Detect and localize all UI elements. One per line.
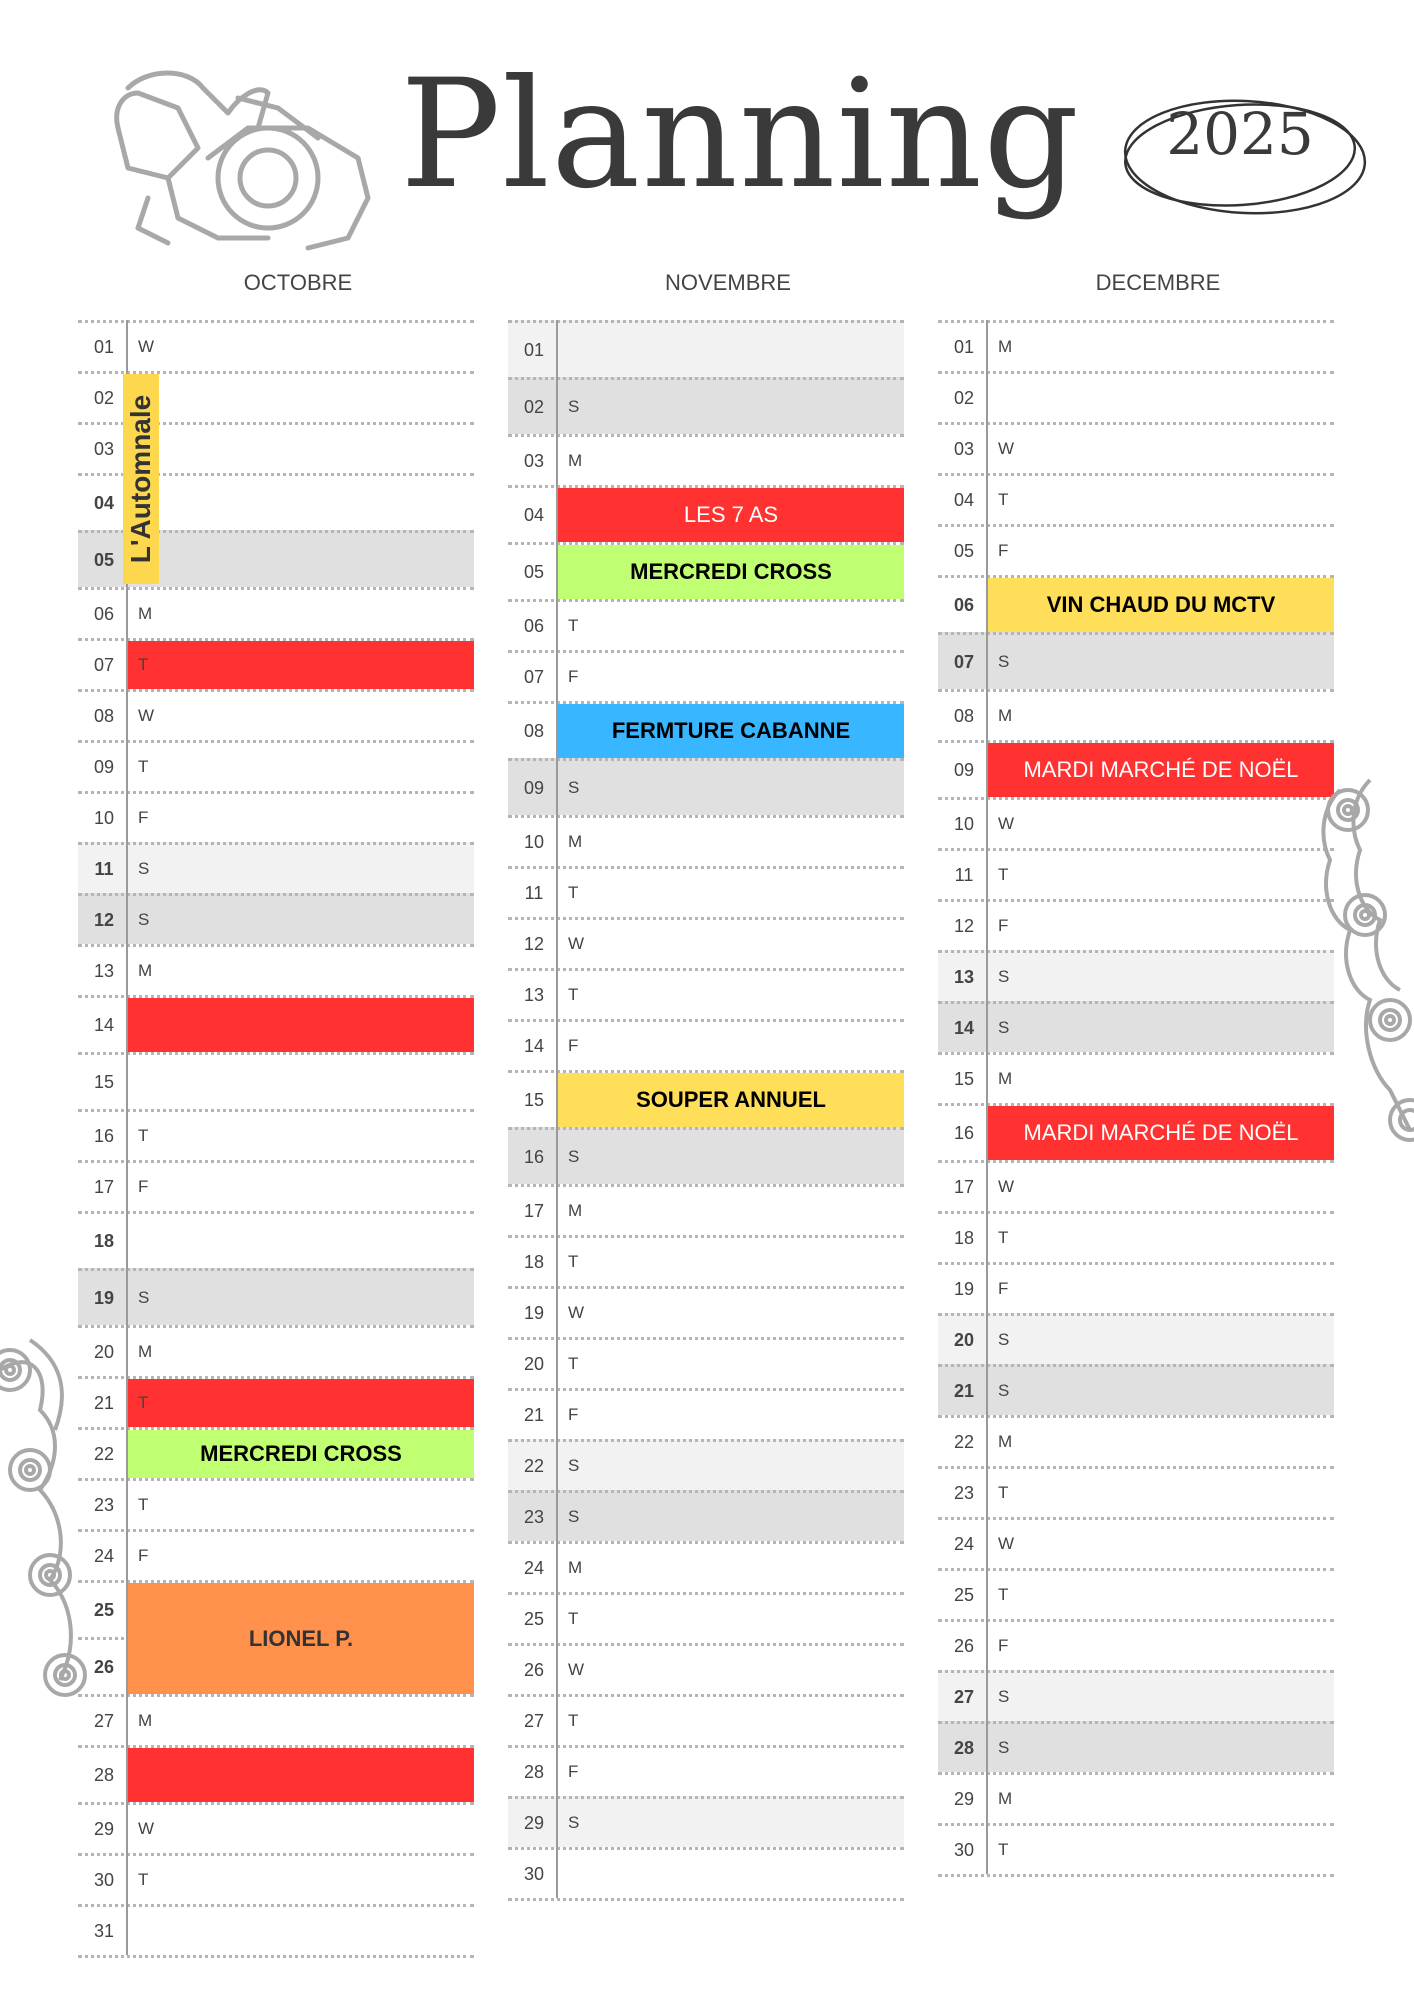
day-letter: T <box>138 1126 149 1145</box>
day-letter: S <box>568 1147 580 1166</box>
day-letter: W <box>138 1819 155 1838</box>
day-row <box>938 1313 1334 1364</box>
day-letter: S <box>138 1288 150 1307</box>
day-number: 03 <box>523 451 545 471</box>
day-row <box>78 1478 474 1529</box>
day-letter: F <box>998 1279 1009 1298</box>
event-label: VIN CHAUD DU MCTV <box>1046 592 1276 617</box>
day-letter: T <box>998 1228 1009 1247</box>
day-row <box>508 1439 904 1490</box>
day-letter: W <box>138 706 155 725</box>
day-row <box>938 1619 1334 1670</box>
day-letter: T <box>568 616 579 635</box>
day-row <box>508 1592 904 1643</box>
day-letter: W <box>998 439 1015 458</box>
day-number: 13 <box>953 967 975 987</box>
day-letter: T <box>998 1840 1009 1859</box>
day-row <box>508 377 904 434</box>
day-number: 25 <box>523 1609 545 1629</box>
day-row <box>938 1262 1334 1313</box>
day-row <box>508 1541 904 1592</box>
day-letter: T <box>998 1483 1009 1502</box>
day-number: 04 <box>953 490 975 510</box>
day-row <box>508 599 904 650</box>
day-letter: W <box>138 337 155 356</box>
day-letter: S <box>998 967 1010 986</box>
day-number: 02 <box>953 388 975 408</box>
day-row <box>78 320 474 371</box>
day-number: 09 <box>93 757 115 777</box>
day-letter: T <box>568 1711 579 1730</box>
day-number: 10 <box>93 808 115 828</box>
day-number: 01 <box>93 337 115 357</box>
day-letter: T <box>998 1585 1009 1604</box>
day-number: 16 <box>523 1147 545 1167</box>
event-block[interactable] <box>128 1430 474 1478</box>
day-number: 12 <box>953 916 975 936</box>
day-number: 30 <box>953 1840 975 1860</box>
day-row <box>938 950 1334 1001</box>
day-letter: T <box>138 1870 149 1889</box>
day-number: 08 <box>523 721 545 741</box>
day-number: 17 <box>953 1177 975 1197</box>
day-number: 20 <box>953 1330 975 1350</box>
day-number: 08 <box>93 706 115 726</box>
day-letter: F <box>998 916 1009 935</box>
day-number: 06 <box>953 595 975 615</box>
event-block[interactable] <box>558 488 904 542</box>
day-number: 06 <box>93 604 115 624</box>
day-letter: T <box>568 1252 579 1271</box>
day-row <box>938 1466 1334 1517</box>
event-block[interactable] <box>558 704 904 758</box>
day-row <box>938 1568 1334 1619</box>
day-letter: M <box>998 1432 1013 1451</box>
day-row <box>938 422 1334 473</box>
event-block[interactable] <box>988 743 1334 797</box>
day-number: 22 <box>953 1432 975 1452</box>
day-number: 05 <box>93 550 115 570</box>
bike-chain-icon <box>0 1320 110 1720</box>
day-number: 11 <box>524 883 544 903</box>
day-row <box>78 842 474 893</box>
day-row <box>78 689 474 740</box>
day-number: 28 <box>953 1738 975 1758</box>
day-number: 20 <box>523 1354 545 1374</box>
day-row <box>938 797 1334 848</box>
event-block[interactable] <box>128 1379 474 1427</box>
day-row <box>938 1670 1334 1721</box>
day-row <box>938 1823 1334 1874</box>
day-letter: M <box>568 451 583 470</box>
day-row <box>938 1415 1334 1466</box>
day-row <box>938 689 1334 740</box>
day-row <box>508 758 904 815</box>
event-block[interactable] <box>128 641 474 689</box>
day-row <box>78 1904 474 1955</box>
day-letter: S <box>568 778 580 797</box>
day-letter: F <box>568 1036 579 1055</box>
event-block[interactable] <box>128 998 474 1052</box>
day-number: 08 <box>953 706 975 726</box>
day-row <box>78 1160 474 1211</box>
day-row <box>78 1211 474 1268</box>
event-block[interactable] <box>558 1073 904 1127</box>
day-number: 21 <box>523 1405 545 1425</box>
day-row <box>938 1001 1334 1052</box>
event-label: FERMTURE CABANNE <box>611 718 851 743</box>
day-number: 25 <box>953 1585 975 1605</box>
event-label: MARDI MARCHÉ DE NOËL <box>1023 1120 1299 1145</box>
day-number: 13 <box>93 961 115 981</box>
day-letter: F <box>568 1405 579 1424</box>
day-number: 16 <box>953 1123 975 1143</box>
day-letter: T <box>138 757 149 776</box>
day-row <box>78 791 474 842</box>
day-letter: W <box>998 1534 1015 1553</box>
day-number: 20 <box>93 1342 115 1362</box>
day-row <box>938 524 1334 575</box>
day-letter: S <box>568 397 580 416</box>
day-row <box>938 1772 1334 1823</box>
day-row <box>508 1490 904 1541</box>
day-row <box>78 893 474 944</box>
day-row <box>78 587 474 638</box>
day-row <box>938 899 1334 950</box>
day-letter: W <box>568 934 585 953</box>
event-label: LIONEL P. <box>248 1625 354 1651</box>
day-number: 12 <box>93 910 115 930</box>
day-number: 21 <box>953 1381 975 1401</box>
day-number: 24 <box>953 1534 975 1554</box>
day-number: 24 <box>523 1558 545 1578</box>
day-row <box>508 1235 904 1286</box>
bottom-divider <box>78 1955 474 1958</box>
day-number: 12 <box>523 934 545 954</box>
day-letter: F <box>568 1762 579 1781</box>
day-letter: T <box>568 883 579 902</box>
day-row <box>508 1019 904 1070</box>
day-number: 01 <box>523 340 545 360</box>
day-number: 07 <box>93 655 115 675</box>
day-number: 15 <box>523 1090 545 1110</box>
day-letter: F <box>568 667 579 686</box>
day-row <box>938 1160 1334 1211</box>
day-number: 19 <box>93 1288 115 1308</box>
month-name: DECEMBRE <box>1095 270 1221 295</box>
day-number: 11 <box>94 859 114 879</box>
day-row <box>78 740 474 791</box>
day-letter: T <box>998 865 1009 884</box>
day-letter: S <box>998 1687 1010 1706</box>
month-name: NOVEMBRE <box>665 270 791 295</box>
month-name: OCTOBRE <box>243 270 353 295</box>
day-number: 19 <box>523 1303 545 1323</box>
day-row <box>508 1796 904 1847</box>
day-letter: S <box>998 1330 1010 1349</box>
day-row <box>508 650 904 701</box>
day-number: 25 <box>93 1600 115 1620</box>
day-number: 10 <box>953 814 975 834</box>
day-number: 30 <box>523 1864 545 1884</box>
day-number: 18 <box>953 1228 975 1248</box>
day-number: 14 <box>953 1018 975 1038</box>
day-row <box>938 848 1334 899</box>
day-letter: M <box>568 832 583 851</box>
year-label: 2025 <box>1166 100 1314 168</box>
day-number: 11 <box>954 865 974 885</box>
day-number: 27 <box>953 1687 975 1707</box>
day-row <box>508 434 904 485</box>
day-letter: T <box>568 985 579 1004</box>
day-letter: S <box>568 1813 580 1832</box>
day-letter: F <box>998 1636 1009 1655</box>
event-block[interactable] <box>988 578 1334 632</box>
day-letter: T <box>998 490 1009 509</box>
page-title: Planning <box>400 48 1081 222</box>
day-row <box>508 866 904 917</box>
day-row <box>78 1802 474 1853</box>
day-letter: M <box>568 1558 583 1577</box>
day-number: 07 <box>953 652 975 672</box>
day-letter: T <box>138 1393 149 1412</box>
day-number: 27 <box>523 1711 545 1731</box>
day-number: 05 <box>953 541 975 561</box>
day-number: 06 <box>523 616 545 636</box>
day-row <box>938 371 1334 422</box>
event-label: SOUPER ANNUEL <box>636 1087 826 1112</box>
event-label: MERCREDI CROSS <box>630 559 832 584</box>
event-block[interactable] <box>988 1106 1334 1160</box>
day-number: 28 <box>523 1762 545 1782</box>
event-label: LES 7 AS <box>683 502 779 527</box>
event-block[interactable] <box>558 545 904 599</box>
day-row <box>938 473 1334 524</box>
day-letter: S <box>138 910 150 929</box>
day-letter: T <box>568 1609 579 1628</box>
bike-chain-icon <box>1310 770 1414 1160</box>
day-number: 02 <box>93 388 115 408</box>
day-number: 23 <box>953 1483 975 1503</box>
day-letter: F <box>138 808 149 827</box>
day-row <box>508 1286 904 1337</box>
day-letter: M <box>998 1789 1013 1808</box>
day-number: 29 <box>93 1819 115 1839</box>
day-letter: M <box>138 1342 153 1361</box>
day-row <box>938 1721 1334 1772</box>
day-number: 14 <box>93 1015 115 1035</box>
day-letter: T <box>138 1495 149 1514</box>
day-row <box>938 1211 1334 1262</box>
day-row <box>78 944 474 995</box>
event-label: MERCREDI CROSS <box>200 1441 402 1466</box>
day-row <box>508 917 904 968</box>
day-letter: S <box>568 1507 580 1526</box>
day-row <box>938 632 1334 689</box>
day-number: 29 <box>523 1813 545 1833</box>
day-number: 02 <box>523 397 545 417</box>
day-letter: W <box>998 814 1015 833</box>
day-number: 05 <box>523 562 545 582</box>
day-row <box>508 1127 904 1184</box>
day-number: 26 <box>93 1657 115 1677</box>
day-row <box>938 1517 1334 1568</box>
day-row <box>508 320 904 377</box>
day-row <box>78 1694 474 1745</box>
day-letter: F <box>138 1546 149 1565</box>
day-letter: W <box>568 1303 585 1322</box>
day-letter: S <box>998 1018 1010 1037</box>
day-row <box>78 1529 474 1580</box>
event-block[interactable] <box>128 1748 474 1802</box>
day-number: 03 <box>93 439 115 459</box>
day-number: 18 <box>93 1231 115 1251</box>
day-row <box>938 1052 1334 1103</box>
day-number: 26 <box>523 1660 545 1680</box>
day-row <box>508 968 904 1019</box>
day-number: 17 <box>93 1177 115 1197</box>
day-letter: S <box>568 1456 580 1475</box>
day-number: 03 <box>953 439 975 459</box>
event-block[interactable] <box>128 1583 474 1694</box>
day-number: 23 <box>93 1495 115 1515</box>
day-number: 04 <box>93 493 115 513</box>
day-number: 07 <box>523 667 545 687</box>
day-number: 09 <box>523 778 545 798</box>
day-number: 13 <box>523 985 545 1005</box>
day-number: 23 <box>523 1507 545 1527</box>
day-letter: T <box>568 1354 579 1373</box>
day-row <box>78 1325 474 1376</box>
day-number: 16 <box>93 1126 115 1146</box>
vertical-event-label: L'Automnale <box>125 394 156 564</box>
day-number: 27 <box>93 1711 115 1731</box>
day-letter: S <box>998 1381 1010 1400</box>
day-letter: W <box>998 1177 1015 1196</box>
day-letter: S <box>998 1738 1010 1757</box>
day-number: 15 <box>953 1069 975 1089</box>
day-row <box>78 1109 474 1160</box>
bottom-divider <box>508 1898 904 1901</box>
day-number: 21 <box>93 1393 115 1413</box>
day-row <box>508 1337 904 1388</box>
day-row <box>508 815 904 866</box>
event-label: MARDI MARCHÉ DE NOËL <box>1023 757 1299 782</box>
day-row <box>508 1694 904 1745</box>
day-letter: F <box>138 1177 149 1196</box>
day-number: 01 <box>953 337 975 357</box>
day-row <box>78 1052 474 1109</box>
day-letter: F <box>998 541 1009 560</box>
month-column-novembre <box>508 270 908 1884</box>
day-row <box>508 1847 904 1898</box>
day-row <box>938 320 1334 371</box>
day-letter: M <box>998 337 1013 356</box>
day-row <box>508 1745 904 1796</box>
day-letter: W <box>568 1660 585 1679</box>
day-letter: M <box>998 1069 1013 1088</box>
day-number: 10 <box>523 832 545 852</box>
day-row <box>508 1184 904 1235</box>
month-column-decembre <box>938 270 1338 1860</box>
day-number: 30 <box>93 1870 115 1890</box>
day-number: 09 <box>953 760 975 780</box>
day-letter: T <box>138 655 149 674</box>
day-number: 17 <box>523 1201 545 1221</box>
day-letter: M <box>138 604 153 623</box>
day-number: 22 <box>93 1444 115 1464</box>
day-number: 29 <box>953 1789 975 1809</box>
day-letter: M <box>138 1711 153 1730</box>
day-letter: M <box>138 961 153 980</box>
day-number: 22 <box>523 1456 545 1476</box>
day-letter: S <box>998 652 1010 671</box>
bottom-divider <box>938 1874 1334 1877</box>
day-row <box>508 1643 904 1694</box>
day-letter: M <box>998 706 1013 725</box>
day-number: 04 <box>523 505 545 525</box>
column-divider <box>986 320 988 1874</box>
day-letter: S <box>138 859 150 878</box>
day-number: 24 <box>93 1546 115 1566</box>
day-number: 31 <box>93 1921 115 1941</box>
day-number: 26 <box>953 1636 975 1656</box>
day-number: 28 <box>93 1765 115 1785</box>
day-row <box>78 1853 474 1904</box>
day-number: 15 <box>93 1072 115 1092</box>
motorcycle-rider-icon <box>108 68 378 258</box>
day-number: 14 <box>523 1036 545 1056</box>
day-letter: M <box>568 1201 583 1220</box>
day-row <box>508 1388 904 1439</box>
day-row <box>78 1268 474 1325</box>
day-number: 18 <box>523 1252 545 1272</box>
day-number: 19 <box>953 1279 975 1299</box>
day-row <box>938 1364 1334 1415</box>
